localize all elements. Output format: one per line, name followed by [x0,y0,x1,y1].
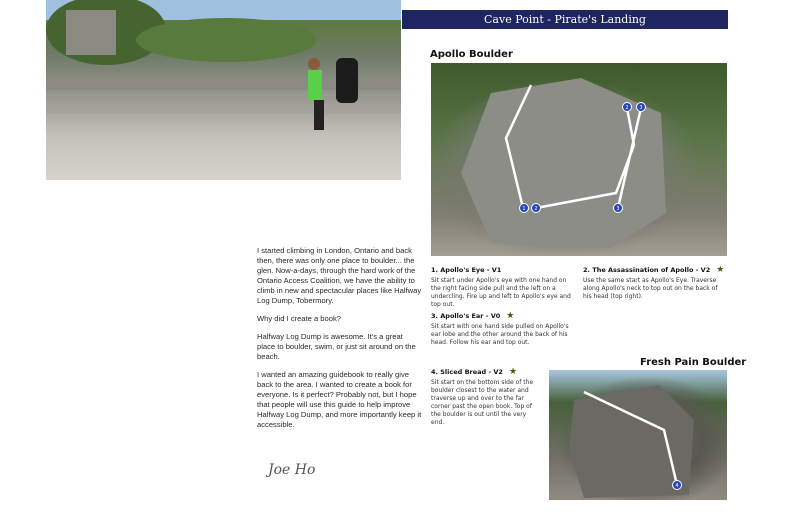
intro-paragraph: I started climbing in London, Ontario and back then, there was only one place to boulder... the glen. Now-a-days, through the hard work of the Ontario Access Coalition, we have the ability to climb in new and spectacular places like Halfway Log Dump, Tobermory. [257,246,422,305]
intro-paragraph: I wanted an amazing guidebook to really give back to the area. I wanted to create a book for everyone. Is it perfect? Probably not, but I hope that people will use this guide to help improve Halfway Log Dump, and more importantly keep it accessible. [257,370,422,429]
signature: Joe Ho [268,462,316,478]
route-marker: 4 [675,483,679,489]
page-header: Cave Point - Pirate's Landing [402,10,728,29]
intro-text [257,246,422,438]
route-description [431,368,541,427]
route-marker: 3 [639,105,643,111]
route-title: 1. Apollo's Eye - V1 [431,266,502,274]
climber-photo [46,0,401,180]
route-title: 2. The Assassination of Apollo - V2 [583,266,711,274]
route-title: 3. Apollo's Ear - V0 [431,312,501,320]
route-title: 4. Sliced Bread - V2 [431,368,503,376]
apollo-boulder-photo [431,63,727,256]
route-text: Sit start under Apollo's eye with one hand on the right facing side pull and the left on a undercling. Fire up and left to Apollo's eye and top out. [431,277,571,308]
intro-paragraph: Halfway Log Dump is awesome. It's a great place to boulder, swim, or just sit around on the beach. [257,332,416,361]
route-description [431,312,574,347]
fresh-pain-boulder-photo [549,370,727,500]
route-marker: 1 [522,206,526,212]
star-icon: ★ [716,265,725,275]
route-text: Sit start with one hand side pulled on Apollo's ear lobe and the other around the back of his head. Follow his ear and top out. [431,323,569,346]
route-description [583,266,726,301]
route-text: Sit start on the bottom side of the boulder closest to the water and traverse up and over to the far corner past the open book. Top of the boulder is out until the very end. [431,379,534,426]
star-icon: ★ [506,311,515,321]
star-icon: ★ [508,367,518,377]
intro-paragraph: Why did I create a book? [257,314,341,323]
fresh-pain-boulder-title: Fresh Pain Boulder [640,357,747,368]
route-marker: 3 [616,206,620,212]
route-description [431,266,574,309]
route-marker: 2 [534,206,538,212]
apollo-boulder-title: Apollo Boulder [430,49,513,60]
route-marker: 2 [625,105,629,111]
route-text: Use the same start as Apollo's Eye. Traverse along Apollo's neck to top out on the back of his head (top right). [583,277,718,300]
